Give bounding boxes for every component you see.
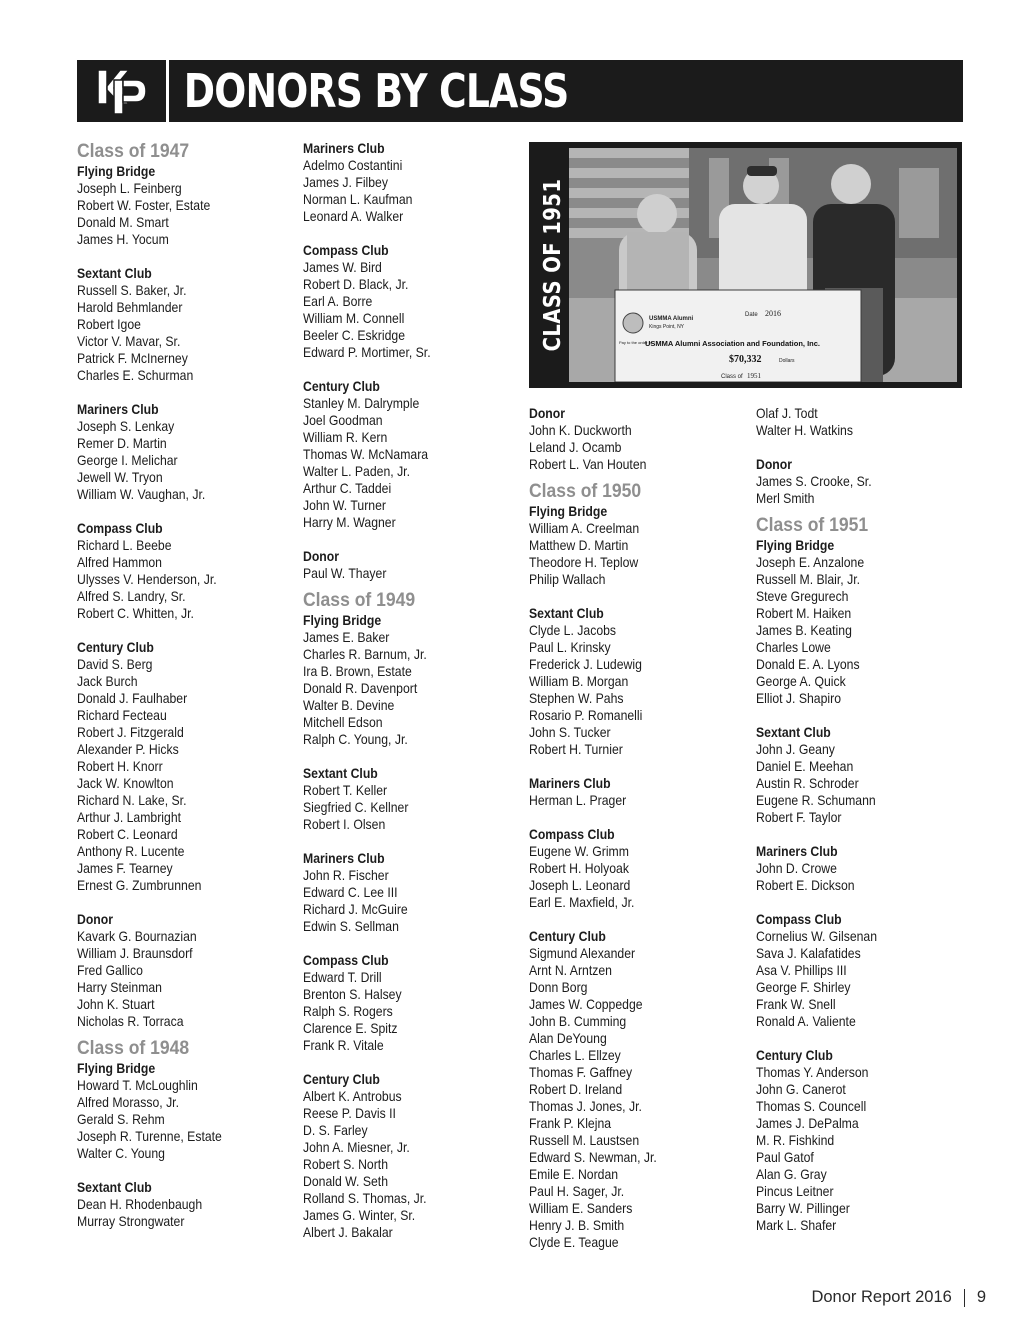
donor-name: Robert L. Van Houten bbox=[529, 457, 647, 472]
donor-name: Adelmo Costantini bbox=[303, 158, 403, 173]
donor-name: M. R. Fishkind bbox=[756, 1133, 835, 1148]
donor-name: Clyde E. Teague bbox=[529, 1235, 619, 1250]
donor-name: Robert D. Ireland bbox=[529, 1082, 623, 1097]
donor-name: Edward P. Mortimer, Sr. bbox=[303, 345, 431, 360]
donor-name: John R. Fischer bbox=[303, 868, 389, 883]
header-banner bbox=[77, 60, 963, 122]
donor-name: Harry M. Wagner bbox=[303, 515, 396, 530]
donor-name: Kavark G. Bournazian bbox=[77, 929, 197, 944]
donor-group bbox=[303, 140, 523, 225]
check-memo-label: Class of bbox=[721, 374, 743, 380]
donor-name: John A. Miesner, Jr. bbox=[303, 1140, 410, 1155]
donor-name: John K. Stuart bbox=[77, 997, 155, 1012]
donor-name: D. S. Farley bbox=[303, 1123, 368, 1138]
donor-name: Robert I. Olsen bbox=[303, 817, 386, 832]
photo-caption bbox=[538, 180, 568, 350]
donor-name: Walter L. Paden, Jr. bbox=[303, 464, 410, 479]
donor-name: Charles E. Schurman bbox=[77, 368, 194, 383]
donor-name: Elliot J. Shapiro bbox=[756, 691, 842, 706]
donor-group bbox=[529, 775, 749, 809]
donor-name: Joseph R. Turenne, Estate bbox=[77, 1129, 222, 1144]
donor-group bbox=[77, 1060, 297, 1162]
donor-name: John S. Tucker bbox=[529, 725, 611, 740]
donor-name: Gerald S. Rehm bbox=[77, 1112, 165, 1127]
donor-name: James J. Filbey bbox=[303, 175, 388, 190]
tier-heading: Century Club bbox=[303, 379, 380, 394]
kp-logo-mark bbox=[96, 66, 148, 116]
photo-illustration bbox=[569, 148, 957, 382]
donor-name: James W. Coppedge bbox=[529, 997, 643, 1012]
donor-group bbox=[529, 928, 749, 1251]
donor-name: James H. Yocum bbox=[77, 232, 169, 247]
class-heading: Class of 1950 bbox=[529, 480, 642, 502]
donor-name: Thomas J. Jones, Jr. bbox=[529, 1099, 642, 1114]
donor-name: Norman L. Kaufman bbox=[303, 192, 413, 207]
donor-name: Stanley M. Dalrymple bbox=[303, 396, 420, 411]
tier-heading: Compass Club bbox=[77, 521, 163, 536]
tier-heading: Flying Bridge bbox=[77, 1061, 156, 1076]
donor-name: Reese P. Davis II bbox=[303, 1106, 396, 1121]
footer-label: Donor Report 2016 bbox=[811, 1288, 952, 1306]
donor-name: Pincus Leitner bbox=[756, 1184, 834, 1199]
donor-name: Frederick J. Ludewig bbox=[529, 657, 642, 672]
donor-name: Ralph C. Young, Jr. bbox=[303, 732, 408, 747]
donor-name: Frank R. Vitale bbox=[303, 1038, 384, 1053]
donor-group bbox=[77, 639, 297, 894]
donor-name: Remer D. Martin bbox=[77, 436, 167, 451]
donor-name: Russell M. Blair, Jr. bbox=[756, 572, 861, 587]
donor-name: Jack Burch bbox=[77, 674, 138, 689]
donor-group bbox=[77, 1179, 297, 1230]
donor-name: Alfred S. Landry, Sr. bbox=[77, 589, 186, 604]
donor-name: Joseph L. Leonard bbox=[529, 878, 631, 893]
page-number: 9 bbox=[976, 1288, 986, 1306]
donor-group bbox=[303, 952, 523, 1054]
donor-name: William J. Braunsdorf bbox=[77, 946, 193, 961]
donor-name: Albert J. Bakalar bbox=[303, 1225, 393, 1240]
tier-heading: Sextant Club bbox=[756, 725, 831, 740]
donor-name: Clyde L. Jacobs bbox=[529, 623, 617, 638]
donor-name: Russell M. Laustsen bbox=[529, 1133, 640, 1148]
check-amount: $70,332 bbox=[729, 354, 762, 365]
donor-name: Stephen W. Pahs bbox=[529, 691, 624, 706]
donor-name: Mitchell Edson bbox=[303, 715, 383, 730]
tier-heading: Mariners Club bbox=[529, 776, 611, 791]
tier-heading: Sextant Club bbox=[529, 606, 604, 621]
donor-name: Charles L. Ellzey bbox=[529, 1048, 621, 1063]
donor-name: Edwin S. Sellman bbox=[303, 919, 399, 934]
donor-name: Alfred Hammon bbox=[77, 555, 162, 570]
column-2 bbox=[303, 140, 523, 1241]
check-pay-label: Pay to the order of: bbox=[619, 340, 654, 345]
donor-name: Rosario P. Romanelli bbox=[529, 708, 643, 723]
tier-heading: Flying Bridge bbox=[303, 613, 382, 628]
donor-name: Ralph S. Rogers bbox=[303, 1004, 393, 1019]
donor-name: Siegfried C. Kellner bbox=[303, 800, 409, 815]
donor-name: Donald W. Seth bbox=[303, 1174, 389, 1189]
donor-name: Sava J. Kalafatides bbox=[756, 946, 861, 961]
donor-name: Paul H. Sager, Jr. bbox=[529, 1184, 625, 1199]
donor-name: Earl A. Borre bbox=[303, 294, 373, 309]
tier-heading: Mariners Club bbox=[756, 844, 838, 859]
donor-name: Jack W. Knowlton bbox=[77, 776, 174, 791]
donor-name: Matthew D. Martin bbox=[529, 538, 629, 553]
donor-name: Clarence E. Spitz bbox=[303, 1021, 398, 1036]
donor-name: Frank W. Snell bbox=[756, 997, 836, 1012]
donor-name: Alfred Morasso, Jr. bbox=[77, 1095, 179, 1110]
donor-name: Ira B. Brown, Estate bbox=[303, 664, 412, 679]
donor-name: Steve Gregurech bbox=[756, 589, 849, 604]
donor-name: Frank P. Klejna bbox=[529, 1116, 612, 1131]
donor-name: Thomas F. Gaffney bbox=[529, 1065, 633, 1080]
donor-name: Robert F. Taylor bbox=[756, 810, 842, 825]
donor-name: Harold Behmlander bbox=[77, 300, 183, 315]
donor-group bbox=[529, 826, 749, 911]
tier-heading: Flying Bridge bbox=[756, 538, 835, 553]
donor-name: Robert S. North bbox=[303, 1157, 389, 1172]
donor-group bbox=[77, 911, 297, 1030]
donor-name: James F. Tearney bbox=[77, 861, 173, 876]
donor-name: Leland J. Ocamb bbox=[529, 440, 622, 455]
donor-name: Arthur J. Lambright bbox=[77, 810, 182, 825]
donor-group bbox=[77, 265, 297, 384]
donor-name: Anthony R. Lucente bbox=[77, 844, 185, 859]
tier-heading: Mariners Club bbox=[303, 851, 385, 866]
donor-name: Nicholas R. Torraca bbox=[77, 1014, 184, 1029]
donor-name: Robert H. Turnier bbox=[529, 742, 623, 757]
donor-name: Charles R. Barnum, Jr. bbox=[303, 647, 427, 662]
check-pay-to: USMMA Alumni Association and Foundation, Inc. bbox=[645, 339, 820, 348]
donor-name: David S. Berg bbox=[77, 657, 153, 672]
tier-heading: Donor bbox=[303, 549, 340, 564]
tier-heading: Sextant Club bbox=[77, 266, 152, 281]
donor-name: Rolland S. Thomas, Jr. bbox=[303, 1191, 427, 1206]
logo-text: KP bbox=[95, 66, 97, 67]
donor-name: Robert E. Dickson bbox=[756, 878, 855, 893]
donor-name: Russell S. Baker, Jr. bbox=[77, 283, 187, 298]
donor-name: George I. Melichar bbox=[77, 453, 178, 468]
donor-name: James S. Crooke, Sr. bbox=[756, 474, 872, 489]
donor-name: Mark L. Shafer bbox=[756, 1218, 837, 1233]
donor-name: Edward S. Newman, Jr. bbox=[529, 1150, 657, 1165]
donor-group bbox=[756, 911, 976, 1030]
donor-name: John K. Duckworth bbox=[529, 423, 632, 438]
donor-name: Victor V. Mavar, Sr. bbox=[77, 334, 181, 349]
donor-name: Patrick F. McInerney bbox=[77, 351, 188, 366]
donor-name: Emile E. Nordan bbox=[529, 1167, 619, 1182]
donor-name: Robert Igoe bbox=[77, 317, 141, 332]
donor-name: Edward C. Lee III bbox=[303, 885, 398, 900]
donor-name: Theodore H. Teplow bbox=[529, 555, 639, 570]
check-date-value: 2016 bbox=[765, 309, 781, 318]
class-1951-photo bbox=[569, 148, 957, 382]
tier-heading: Century Club bbox=[303, 1072, 380, 1087]
donor-name: Ulysses V. Henderson, Jr. bbox=[77, 572, 217, 587]
class-heading: Class of 1951 bbox=[756, 514, 869, 536]
donor-group bbox=[529, 605, 749, 758]
column-1 bbox=[77, 139, 297, 1230]
donor-name: William B. Morgan bbox=[529, 674, 629, 689]
donor-name: Fred Gallico bbox=[77, 963, 143, 978]
donor-name: Arthur C. Taddei bbox=[303, 481, 392, 496]
donor-name: James G. Winter, Sr. bbox=[303, 1208, 416, 1223]
tier-heading: Mariners Club bbox=[303, 141, 385, 156]
donor-group bbox=[303, 612, 523, 748]
donor-name: William W. Vaughan, Jr. bbox=[77, 487, 206, 502]
donor-name: George F. Shirley bbox=[756, 980, 851, 995]
donor-name: John W. Turner bbox=[303, 498, 386, 513]
donor-group bbox=[303, 1071, 523, 1241]
donor-name: Robert T. Keller bbox=[303, 783, 388, 798]
donor-name: James W. Bird bbox=[303, 260, 382, 275]
donor-name: Dean H. Rhodenbaugh bbox=[77, 1197, 203, 1212]
donor-group bbox=[529, 405, 749, 473]
donor-name: Joseph E. Anzalone bbox=[756, 555, 865, 570]
donor-name: Thomas W. McNamara bbox=[303, 447, 429, 462]
donor-name: Donald M. Smart bbox=[77, 215, 169, 230]
donor-group bbox=[756, 724, 976, 826]
tier-heading: Donor bbox=[77, 912, 114, 927]
check-dollars-label: Dollars bbox=[779, 358, 795, 364]
donor-group bbox=[77, 163, 297, 248]
donor-name: Robert D. Black, Jr. bbox=[303, 277, 409, 292]
column-4 bbox=[756, 405, 976, 1234]
donor-name: Daniel E. Meehan bbox=[756, 759, 854, 774]
check-payee-2: Kings Point, NY bbox=[649, 324, 685, 330]
footer-divider bbox=[964, 1289, 965, 1307]
donor-group bbox=[77, 520, 297, 622]
tier-heading: Flying Bridge bbox=[77, 164, 156, 179]
donor-name: Alan G. Gray bbox=[756, 1167, 827, 1182]
tier-heading: Compass Club bbox=[303, 953, 389, 968]
donor-name: Leonard A. Walker bbox=[303, 209, 404, 224]
tier-heading: Century Club bbox=[756, 1048, 833, 1063]
donor-name: Robert H. Holyoak bbox=[529, 861, 629, 876]
donor-name: Charles Lowe bbox=[756, 640, 831, 655]
donor-name: Ronald A. Valiente bbox=[756, 1014, 856, 1029]
donor-name: Eugene W. Grimm bbox=[529, 844, 629, 859]
donor-name: Richard J. McGuire bbox=[303, 902, 408, 917]
donor-name: John G. Canerot bbox=[756, 1082, 846, 1097]
donor-name: John B. Cumming bbox=[529, 1014, 627, 1029]
donor-name: Donald E. A. Lyons bbox=[756, 657, 860, 672]
donor-group bbox=[303, 242, 523, 361]
donor-name: Brenton S. Halsey bbox=[303, 987, 402, 1002]
donor-name: Alexander P. Hicks bbox=[77, 742, 179, 757]
donor-name: Thomas S. Councell bbox=[756, 1099, 867, 1114]
tier-heading: Compass Club bbox=[756, 912, 842, 927]
donor-name: Eugene R. Schumann bbox=[756, 793, 876, 808]
donor-group bbox=[529, 503, 749, 588]
donor-group bbox=[303, 765, 523, 833]
donor-name: Walter C. Young bbox=[77, 1146, 165, 1161]
tier-heading: Sextant Club bbox=[303, 766, 378, 781]
donor-name: Cornelius W. Gilsenan bbox=[756, 929, 878, 944]
donor-name: Earl E. Maxfield, Jr. bbox=[529, 895, 635, 910]
check-memo-value: 1951 bbox=[747, 372, 761, 380]
class-heading: Class of 1949 bbox=[303, 589, 416, 611]
tier-heading: Donor bbox=[756, 457, 793, 472]
donor-name: Henry J. B. Smith bbox=[529, 1218, 625, 1233]
donor-name: James B. Keating bbox=[756, 623, 852, 638]
donor-name: Joseph S. Lenkay bbox=[77, 419, 175, 434]
donor-group bbox=[77, 401, 297, 503]
donor-name: Joel Goodman bbox=[303, 413, 383, 428]
donor-group bbox=[756, 537, 976, 707]
donor-name: Walter H. Watkins bbox=[756, 423, 853, 438]
donor-name: William A. Creelman bbox=[529, 521, 640, 536]
donor-name: John D. Crowe bbox=[756, 861, 837, 876]
donor-group bbox=[756, 456, 976, 507]
donor-name: Harry Steinman bbox=[77, 980, 162, 995]
tier-heading: Sextant Club bbox=[77, 1180, 152, 1195]
donor-name: Paul W. Thayer bbox=[303, 566, 387, 581]
donor-group bbox=[756, 405, 976, 439]
tier-heading: Mariners Club bbox=[77, 402, 159, 417]
donor-group bbox=[303, 378, 523, 531]
donor-name: Olaf J. Todt bbox=[756, 406, 818, 421]
donor-name: Robert C. Leonard bbox=[77, 827, 178, 842]
check-date-label: Date bbox=[745, 312, 758, 318]
page-footer bbox=[811, 1288, 986, 1307]
donor-name: Robert W. Foster, Estate bbox=[77, 198, 211, 213]
column-3 bbox=[529, 405, 749, 1251]
donor-name: John J. Geany bbox=[756, 742, 835, 757]
tier-heading: Century Club bbox=[529, 929, 606, 944]
donor-name: Merl Smith bbox=[756, 491, 815, 506]
donor-name: Richard Fecteau bbox=[77, 708, 167, 723]
donor-name: Robert C. Whitten, Jr. bbox=[77, 606, 194, 621]
donor-group bbox=[303, 548, 523, 582]
donor-name: James E. Baker bbox=[303, 630, 390, 645]
donor-name: Robert J. Fitzgerald bbox=[77, 725, 184, 740]
donor-name: Barry W. Pillinger bbox=[756, 1201, 850, 1216]
donor-name: Ernest G. Zumbrunnen bbox=[77, 878, 202, 893]
donor-name: Austin R. Schroder bbox=[756, 776, 859, 791]
donor-name: Alan DeYoung bbox=[529, 1031, 607, 1046]
donor-name: Arnt N. Arntzen bbox=[529, 963, 612, 978]
donor-name: Walter B. Devine bbox=[303, 698, 395, 713]
donor-name: George A. Quick bbox=[756, 674, 846, 689]
class-heading: Class of 1948 bbox=[77, 1037, 190, 1059]
donor-name: Thomas Y. Anderson bbox=[756, 1065, 869, 1080]
donor-name: Richard L. Beebe bbox=[77, 538, 172, 553]
page-title: DONORS BY CLASS bbox=[183, 64, 569, 118]
donor-name: Donald R. Davenport bbox=[303, 681, 418, 696]
donor-name: Albert K. Antrobus bbox=[303, 1089, 402, 1104]
donor-name: Joseph L. Feinberg bbox=[77, 181, 182, 196]
donor-name: Philip Wallach bbox=[529, 572, 606, 587]
tier-heading: Compass Club bbox=[529, 827, 615, 842]
donor-name: Asa V. Phillips III bbox=[756, 963, 847, 978]
donor-name: Donn Borg bbox=[529, 980, 588, 995]
donor-group bbox=[303, 850, 523, 935]
donor-name: Howard T. McLoughlin bbox=[77, 1078, 198, 1093]
donor-name: William E. Sanders bbox=[529, 1201, 633, 1216]
tier-heading: Century Club bbox=[77, 640, 154, 655]
class-heading: Class of 1947 bbox=[77, 140, 190, 162]
tier-heading: Donor bbox=[529, 406, 566, 421]
donor-name: Jewell W. Tryon bbox=[77, 470, 163, 485]
donor-name: Paul L. Krinsky bbox=[529, 640, 611, 655]
donor-name: William M. Connell bbox=[303, 311, 405, 326]
donor-name: Sigmund Alexander bbox=[529, 946, 636, 961]
donor-name: Robert M. Haiken bbox=[756, 606, 852, 621]
donor-name: Richard N. Lake, Sr. bbox=[77, 793, 187, 808]
donor-name: Paul Gatof bbox=[756, 1150, 814, 1165]
photo-caption-text: CLASS OF 1951 bbox=[540, 178, 566, 352]
donor-name: Edward T. Drill bbox=[303, 970, 382, 985]
donor-name: Beeler C. Eskridge bbox=[303, 328, 406, 343]
donor-name: Murray Strongwater bbox=[77, 1214, 185, 1229]
donor-name: James J. DePalma bbox=[756, 1116, 859, 1131]
tier-heading: Compass Club bbox=[303, 243, 389, 258]
donor-group bbox=[756, 843, 976, 894]
tier-heading: Flying Bridge bbox=[529, 504, 608, 519]
donor-name: Robert H. Knorr bbox=[77, 759, 163, 774]
donor-name: Donald J. Faulhaber bbox=[77, 691, 188, 706]
donor-name: William R. Kern bbox=[303, 430, 388, 445]
donor-group bbox=[756, 1047, 976, 1234]
donor-name: Herman L. Prager bbox=[529, 793, 627, 808]
check-payee-1: USMMA Alumni bbox=[649, 316, 694, 322]
kp-logo bbox=[77, 60, 169, 122]
